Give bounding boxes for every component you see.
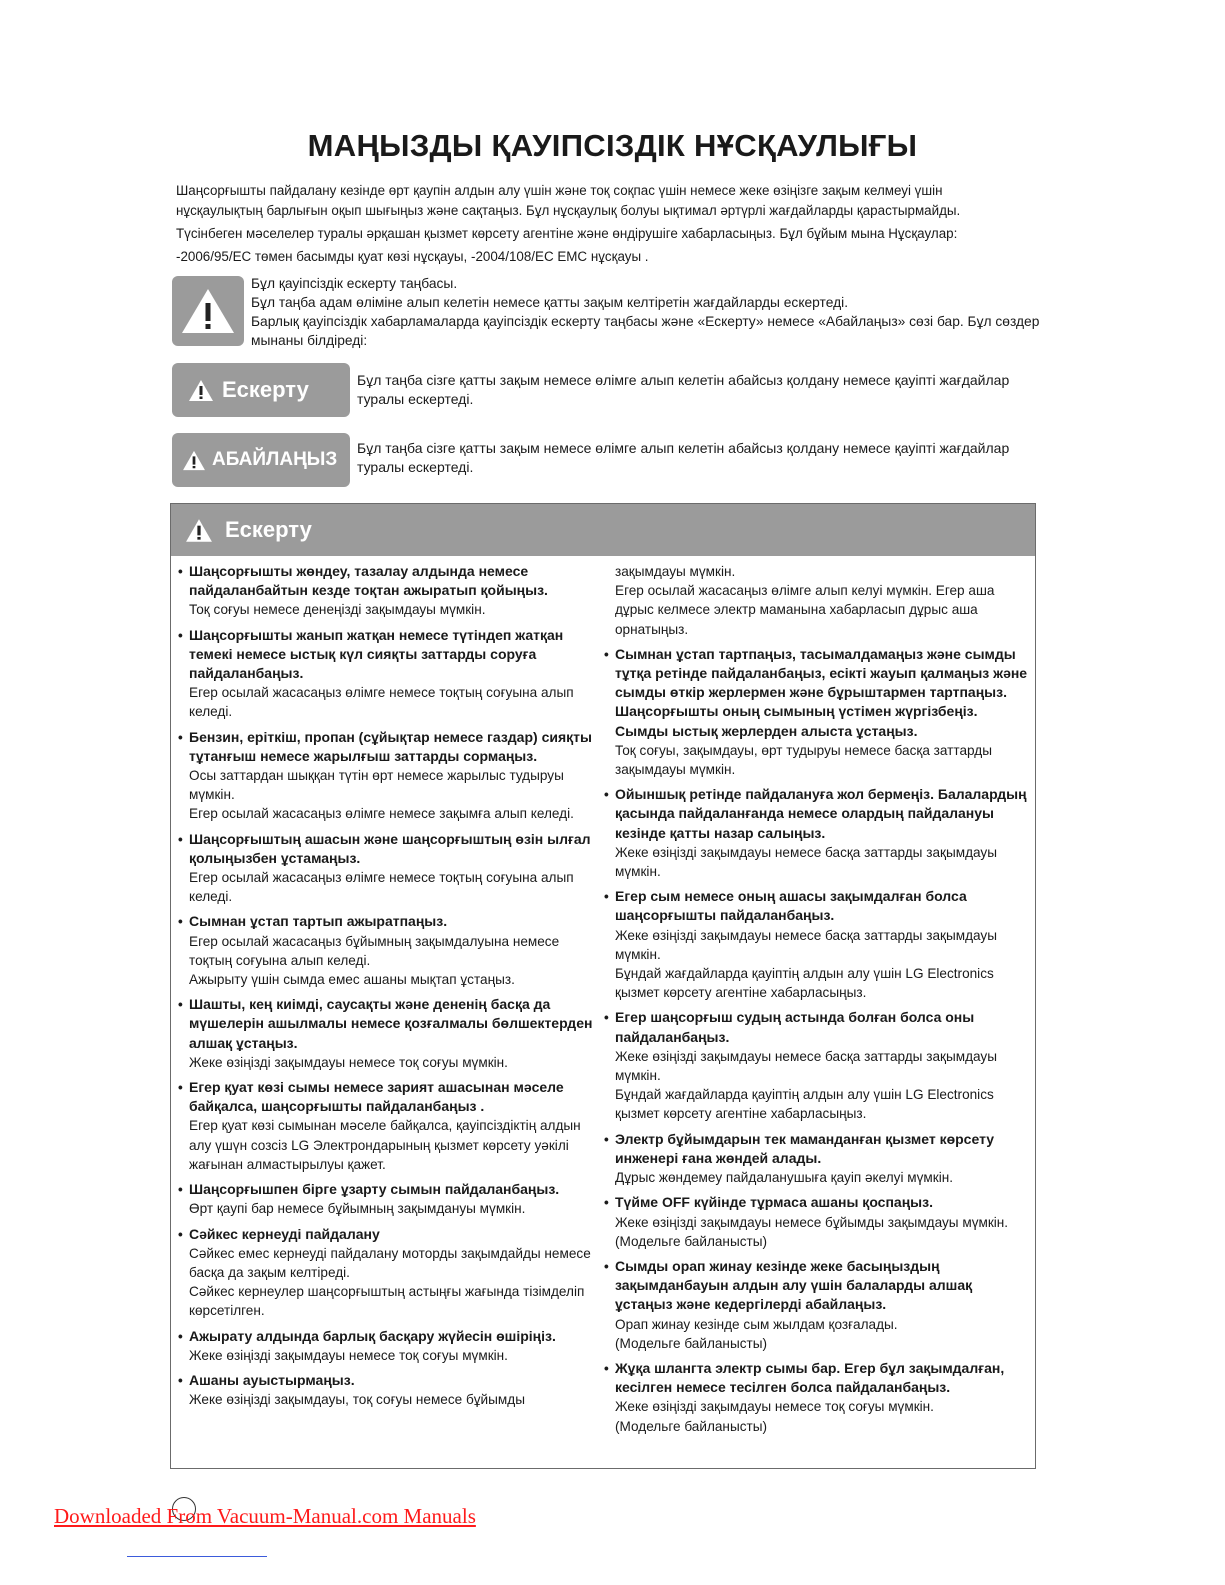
warning-item-text: Егер осылай жасасаңыз бұйымның зақымдалуына немесе тоқтың соғуына алып келеді. <box>189 933 560 968</box>
warning-panel-header <box>171 504 1035 556</box>
warning-item-text: Егер қуат көзі сымынан мәселе байқалса, қауіпсіздіктің алдын алу үшүн созсіз LG Электрондарының қызмет көрсету уәкілі жағынан алмастырылуы қажет. <box>189 1118 581 1172</box>
warning-item-text: Жеке өзіңізді зақымдауы немесе басқа заттарды зақымдауы мүмкін. <box>615 844 997 880</box>
warning-item-heading: • Шаңсорғышты жанып жатқан немесе түтіндеп жатқан темекі немесе ыстық күл сияқты заттарды соруға пайдаланбаңыз. <box>189 626 564 682</box>
warning-item-heading: • Бензин, еріткіш, пропан (сұйықтар немесе газдар) сияқты тұтанғыш немесе жарылғыш заттарды сормаңыз. <box>189 728 592 764</box>
warning-item-text: зақымдауы мүмкін. <box>615 564 736 579</box>
warning-item-text: Жеке өзіңізді зақымдауы, тоқ соғуы немесе бұйымды <box>189 1392 525 1408</box>
warning-item <box>178 912 598 989</box>
warning-item <box>178 626 598 722</box>
warning-item-text: Ажырыту үшін сымда емес ашаны мықтап ұстаңыз. <box>189 972 515 988</box>
warning-item <box>178 1371 598 1409</box>
warning-item-text: Өрт қаупі бар немесе бұйымның зақымдануы мүмкін. <box>189 1201 526 1217</box>
warning-item-text: Жеке өзіңізді зақымдауы немесе басқа заттарды зақымдауы мүмкін. <box>615 1048 997 1084</box>
left-column <box>178 562 598 1415</box>
warning-item-text: Егер осылай жасасаңыз өлімге алып келуі мүмкін. Егер аша дұрыс келмесе электр маманына хабарласып дұрыс аша орнатыңыз. <box>615 583 995 637</box>
warning-item <box>178 1078 598 1174</box>
divider <box>127 1556 267 1557</box>
warning-triangle-icon <box>182 450 206 471</box>
warning-triangle-icon <box>188 379 214 402</box>
warning-item-text: Бұндай жағдайларда қауіптің алдын алу үшін LG Electronics қызмет көрсету агентіне хабарласыңыз. <box>615 966 994 1001</box>
warning-item-text: (Модельге байланысты) <box>615 1335 768 1351</box>
warning-item-text: Жеке өзіңізді зақымдауы немесе тоқ соғуы мүмкін. <box>189 1054 508 1070</box>
right-column <box>604 562 1032 1442</box>
caution-badge <box>172 433 350 487</box>
warning-item-text: Егер осылай жасасаңыз өлімге немесе тоқтың соғуына алып келеді. <box>189 870 574 905</box>
page-title: МАҢЫЗДЫ ҚАУІПСІЗДІК НҰСҚАУЛЫҒЫ <box>307 128 918 163</box>
warning-item-text: (Модельге байланысты) <box>615 1418 768 1434</box>
warning-item-text: Жеке өзіңізді зақымдауы немесе бұйымды зақымдауы мүмкін. (Модельге байланысты) <box>615 1214 1009 1249</box>
warning-item-heading: • Ойыншық ретінде пайдалануға жол бермеңіз. Балалардың қасында пайдаланғанда немесе олардың пайдалануы кезінде қатты назар салыңыз. <box>615 786 1027 841</box>
warning-item <box>604 785 1032 881</box>
safety-alert-symbol <box>172 276 244 346</box>
warning-item-text: Егер осылай жасасаңыз өлімге немесе тоқтың соғуына алып келеді. <box>189 685 574 720</box>
warning-item-heading: • Шаңсорғышты жөндеу, тазалау алдында немесе пайдаланбайтын кезде тоқтан ажыратып қойыңыз. <box>189 563 548 599</box>
warning-item-text: Жеке өзіңізді зақымдауы немесе тоқ соғуы мүмкін. <box>189 1347 508 1363</box>
warning-item-heading: • Егер қуат көзі сымы немесе зарият ашасынан мәселе байқалса, шаңсорғышты пайдаланбаңыз . <box>189 1079 564 1115</box>
legend-line: Бұл таңба адам өліміне алып келетін немесе қатты зақым келтіретін жағдайларды ескертеді. <box>251 295 849 310</box>
warning-item <box>178 728 598 824</box>
warning-item-heading: • Сымнан ұстап тартпаңыз, тасымалдамаңыз және сымды тұтқа ретінде пайдаланбаңыз, есікті жауып қалмаңыз және сымды өткір жерлермен және бұрыштармен тартпаңыз. Шаңсорғышты оның сымының үстімен жүргізбеңіз. Сымды ыстық жерлерден алыста ұстаңыз. <box>615 645 1028 739</box>
warning-item-heading: • Сымды орап жинау кезінде жеке басыңыздың зақымданбауын алдын алу үшін балаларды алшақ ұстаңыз және кедергілерді абайлаңыз. <box>615 1257 973 1313</box>
warning-item-text: Орап жинау кезінде сым жылдам қозғалады. <box>615 1316 898 1332</box>
warning-item-heading: • Егер шаңсорғыш судың астында болған болса оны пайдаланбаңыз. <box>615 1009 975 1045</box>
warning-item <box>178 1225 598 1321</box>
legend-text <box>251 274 1051 350</box>
warning-item <box>604 645 1032 779</box>
warning-item <box>178 1180 598 1218</box>
caution-badge-label: АБАЙЛАҢЫЗ <box>212 449 338 470</box>
warning-badge <box>172 363 350 417</box>
warning-item <box>178 1327 598 1365</box>
warning-item <box>604 1130 1032 1188</box>
warning-item <box>604 562 1032 639</box>
warning-triangle-icon <box>185 518 213 543</box>
intro-line: -2006/95/EC төмен басымды қуат көзі нұсқауы, -2004/108/EC EMC нұсқауы . <box>176 249 649 264</box>
warning-badge-label: Ескерту <box>222 377 309 402</box>
warning-item <box>604 1193 1032 1251</box>
warning-triangle-icon <box>180 286 236 336</box>
footer-download-link[interactable]: Downloaded From Vacuum-Manual.com Manuals <box>54 1504 476 1528</box>
warning-item-heading: • Шаңсорғышпен бірге ұзарту сымын пайдаланбаңыз. <box>189 1181 560 1198</box>
warning-item-heading: • Электр бұйымдарын тек маманданған қызмет көрсету инженері ғана жөндей алады. <box>615 1130 995 1166</box>
intro-line: Шаңсорғышты пайдалану кезінде өрт қаупін алдын алу үшін және тоқ соқпас үшін немесе жеке өзіңізге зақым келмеуі үшін <box>176 183 943 198</box>
legend-line: Бұл қауіпсіздік ескерту таңбасы. <box>251 276 458 291</box>
warning-item-heading: • Сымнан ұстап тартып ажыратпаңыз. <box>189 913 448 930</box>
legend-line: Барлық қауіпсіздік хабарламаларда қауіпсіздік ескерту таңбасы және «Ескерту» немесе «Абайлаңыз» сөзі бар. Бұл сөздер мынаны білдіреді: <box>251 314 1040 348</box>
warning-item-text: Дұрыс жөндемеу пайдаланушыға қауіп әкелуі мүмкін. <box>615 1170 954 1186</box>
warning-item-text: Тоқ соғуы, зақымдауы, өрт тудыруы немесе басқа заттарды зақымдауы мүмкін. <box>615 742 992 778</box>
warning-item-text: Осы заттардан шыққан түтін өрт немесе жарылыс тудыруы мүмкін. <box>189 768 564 803</box>
warning-item <box>604 1008 1032 1123</box>
warning-item <box>604 1359 1032 1436</box>
intro-line: Түсінбеген мәселелер туралы әрқашан қызмет көрсету агентіне және өндірушіге хабарласыңыз. Бұл бұйым мына Нұсқаулар: <box>176 226 958 241</box>
warning-item-heading: • Жұқа шлангта электр сымы бар. Егер бұл зақымдалған, кесілген немесе тесілген болса пайдаланбаңыз. <box>615 1359 1005 1396</box>
warning-item <box>604 887 1032 1002</box>
warning-description: Бұл таңба сізге қатты зақым немесе өлімге алып келетін абайсыз қолдану немесе қауіпті жағдайлар туралы ескертеді. <box>357 372 1010 407</box>
warning-item-heading: • Шашты, кең киімді, саусақты және дененің басқа да мүшелерін ашылмалы немесе қозғалмалы бөлшектерден алшақ ұстаңыз. <box>189 996 593 1051</box>
warning-item <box>178 830 598 907</box>
warning-item-text: Бұндай жағдайларда қауіптің алдын алу үшін LG Electronics қызмет көрсету агентіне хабарласыңыз. <box>615 1087 994 1122</box>
warning-item-text: Сәйкес кернеулер шаңсорғыштың астыңғы жағында тізімделіп көрсетілген. <box>189 1284 585 1319</box>
intro-line: нұсқаулықтың барлығын оқып шығыңыз және сақтаңыз. Бұл нұсқаулық болуы ықтимал әртүрлі жағдайларды қарастырмайды. <box>176 203 961 218</box>
warning-item-text: Егер осылай жасасаңыз өлімге немесе зақымға алып келеді. <box>189 806 574 822</box>
warning-item-text: Жеке өзіңізді зақымдауы немесе басқа заттарды зақымдауы мүмкін. <box>615 927 997 962</box>
warning-item-heading: • Ашаны ауыстырмаңыз. <box>189 1371 355 1388</box>
warning-item <box>178 995 598 1072</box>
warning-item-text: Жеке өзіңізді зақымдауы немесе тоқ соғуы мүмкін. <box>615 1399 934 1415</box>
warning-item-heading: • Егер сым немесе оның ашасы зақымдалған болса шаңсорғышты пайдаланбаңыз. <box>615 888 967 924</box>
warning-item-heading: • Ажырату алдында барлық басқару жүйесін өшіріңіз. <box>189 1327 556 1344</box>
warning-item <box>178 562 598 620</box>
warning-item <box>604 1257 1032 1353</box>
warning-panel-title: Ескерту <box>225 517 312 542</box>
warning-item-heading: • Түйме OFF күйінде тұрмаса ашаны қоспаңыз. <box>615 1194 933 1211</box>
intro-text <box>176 181 1046 267</box>
warning-item-text: Тоқ соғуы немесе денеңізді зақымдауы мүмкін. <box>189 602 486 618</box>
warning-item-heading: • Сәйкес кернеуді пайдалану <box>189 1225 380 1242</box>
warning-item-heading: • Шаңсорғыштың ашасын және шаңсорғыштың өзін ылғал қолыңызбен ұстамаңыз. <box>189 830 591 866</box>
caution-description: Бұл таңба сізге қатты зақым немесе өлімге алып келетін абайсыз қолдану немесе қауіпті жағдайлар туралы ескертеді. <box>357 440 1010 475</box>
warning-item-text: Сәйкес емес кернеуді пайдалану моторды зақымдайды немесе басқа да зақым келтіреді. <box>189 1245 591 1280</box>
